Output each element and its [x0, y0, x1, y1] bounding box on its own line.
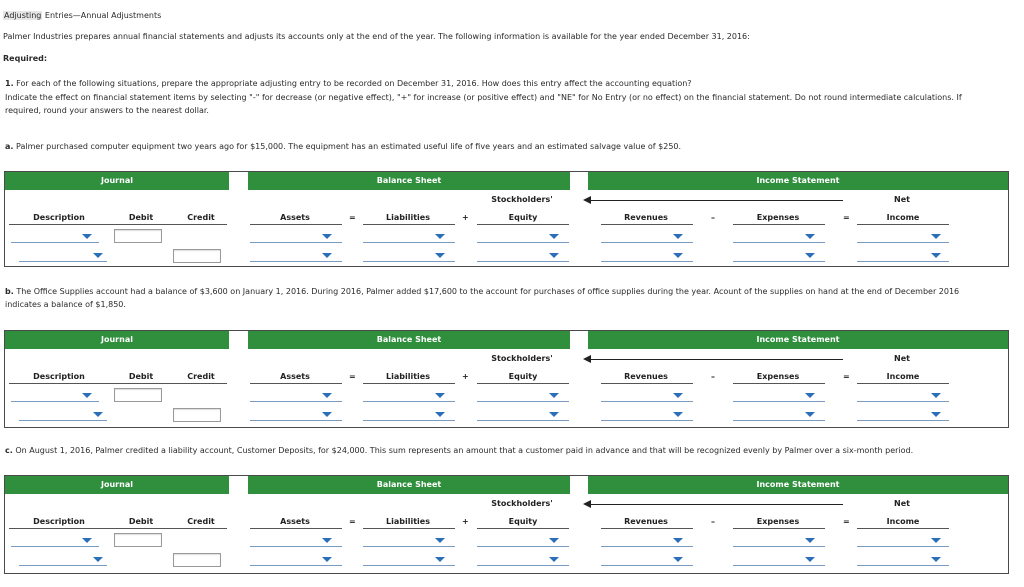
net-income-dropdown[interactable] [857, 261, 949, 262]
header-underline [363, 383, 455, 384]
arrow-left-icon [583, 196, 591, 204]
net-income-dropdown[interactable] [857, 565, 949, 566]
header-underline [363, 528, 455, 529]
caret-down-icon[interactable] [931, 538, 941, 543]
equity-header: Equity [508, 213, 538, 222]
caret-down-icon[interactable] [549, 538, 559, 543]
header-underline [250, 383, 342, 384]
expenses-dropdown[interactable] [733, 242, 825, 243]
description-header: Description [33, 372, 85, 381]
debit-header: Debit [128, 213, 154, 222]
caret-down-icon[interactable] [435, 538, 445, 543]
header-underline [857, 383, 949, 384]
journal-header: Journal [5, 331, 229, 349]
revenues-header: Revenues [624, 517, 668, 526]
liabilities-dropdown[interactable] [363, 242, 455, 243]
caret-down-icon[interactable] [82, 393, 92, 398]
equity-dropdown[interactable] [477, 546, 569, 547]
caret-down-icon[interactable] [805, 412, 815, 417]
entry-table-c [4, 475, 1009, 574]
caret-down-icon[interactable] [673, 538, 683, 543]
liabilities-dropdown[interactable] [363, 546, 455, 547]
credit-header: Credit [187, 213, 215, 222]
net-label: Net [894, 499, 910, 508]
caret-down-icon[interactable] [435, 412, 445, 417]
stockholders-label: Stockholders' [491, 354, 553, 363]
header-underline [9, 528, 227, 529]
income-header: Income [886, 372, 920, 381]
caret-down-icon[interactable] [673, 557, 683, 562]
assets-dropdown[interactable] [250, 565, 342, 566]
description-header: Description [33, 213, 85, 222]
caret-down-icon[interactable] [805, 538, 815, 543]
description-dropdown[interactable] [19, 261, 107, 262]
debit-header: Debit [128, 517, 154, 526]
income-statement-header: Income Statement [588, 331, 1008, 349]
revenues-header: Revenues [624, 372, 668, 381]
caret-down-icon[interactable] [435, 253, 445, 258]
caret-down-icon[interactable] [93, 412, 103, 417]
situation-c: c. On August 1, 2016, Palmer credited a liability account, Customer Deposits, for $24,000. This sum represents an amount that a customer paid in advance and that will be recognized evenly by Palmer over a six-month period. [5, 446, 914, 455]
expenses-dropdown[interactable] [733, 546, 825, 547]
description-dropdown[interactable] [11, 546, 99, 547]
credit-input[interactable] [173, 553, 221, 567]
header-underline [250, 224, 342, 225]
arrow-left-icon [583, 355, 591, 363]
assets-header: Assets [280, 517, 310, 526]
instructions-text: Indicate the effect on financial statement items by selecting "-" for decrease (or negative effect), "+" for increase (or positive effect) and "NE" for No Entry (or no effect) on the financial statement. Do not round intermediate calculations. If [5, 93, 962, 102]
caret-down-icon[interactable] [93, 557, 103, 562]
header-underline [733, 528, 825, 529]
caret-down-icon[interactable] [931, 557, 941, 562]
credit-header: Credit [187, 517, 215, 526]
situation-a: a. Palmer purchased computer equipment two years ago for $15,000. The equipment has an estimated useful life of five years and an estimated salvage value of $250. [5, 142, 682, 151]
question-1: 1. For each of the following situations, prepare the appropriate adjusting entry to be recorded on December 31, 2016. How does this entry affect the accounting equation? [5, 79, 692, 88]
income-header: Income [886, 213, 920, 222]
caret-down-icon[interactable] [322, 393, 332, 398]
header-underline [9, 383, 227, 384]
expenses-dropdown[interactable] [733, 261, 825, 262]
revenues-dropdown[interactable] [601, 546, 693, 547]
caret-down-icon[interactable] [322, 234, 332, 239]
debit-input[interactable] [114, 229, 162, 243]
journal-header: Journal [5, 172, 229, 190]
liabilities-dropdown[interactable] [363, 261, 455, 262]
assets-dropdown[interactable] [250, 242, 342, 243]
arrow-line [591, 359, 843, 360]
revenues-dropdown[interactable] [601, 401, 693, 402]
situation-b-line2: indicates a balance of $1,850. [5, 300, 126, 309]
net-income-dropdown[interactable] [857, 420, 949, 421]
assets-header: Assets [280, 372, 310, 381]
expenses-header: Expenses [756, 213, 800, 222]
credit-header: Credit [187, 372, 215, 381]
revenues-header: Revenues [624, 213, 668, 222]
caret-down-icon[interactable] [931, 412, 941, 417]
caret-down-icon[interactable] [805, 557, 815, 562]
header-underline [857, 528, 949, 529]
caret-down-icon[interactable] [322, 253, 332, 258]
page-title: Adjusting Entries—Annual Adjustments [4, 11, 162, 20]
caret-down-icon[interactable] [805, 393, 815, 398]
net-income-dropdown[interactable] [857, 401, 949, 402]
required-label: Required: [3, 54, 48, 63]
equity-header: Equity [508, 372, 538, 381]
caret-down-icon[interactable] [805, 234, 815, 239]
income-header: Income [886, 517, 920, 526]
equals-sign-2: = [843, 372, 850, 381]
equity-dropdown[interactable] [477, 420, 569, 421]
description-dropdown[interactable] [11, 242, 99, 243]
entry-table-a [4, 171, 1009, 267]
entry-table-b [4, 330, 1009, 428]
minus-sign: – [711, 372, 715, 381]
description-header: Description [33, 517, 85, 526]
assets-dropdown[interactable] [250, 261, 342, 262]
caret-down-icon[interactable] [549, 412, 559, 417]
equals-sign: = [349, 372, 356, 381]
situation-b: b. The Office Supplies account had a balance of $3,600 on January 1, 2016. During 2016, Palmer added $17,600 to the account for purchases of office supplies during the year. Acount of the supplies on hand at the end of December 2016 [5, 287, 960, 296]
description-dropdown[interactable] [19, 565, 107, 566]
arrow-left-icon [583, 500, 591, 508]
instructions-text-2: required, round your answers to the nearest dollar. [5, 106, 209, 115]
liabilities-header: Liabilities [386, 213, 430, 222]
header-underline [9, 224, 227, 225]
caret-down-icon[interactable] [322, 412, 332, 417]
net-label: Net [894, 195, 910, 204]
debit-input[interactable] [114, 533, 162, 547]
revenues-dropdown[interactable] [601, 261, 693, 262]
equity-dropdown[interactable] [477, 261, 569, 262]
expenses-dropdown[interactable] [733, 565, 825, 566]
header-underline [733, 383, 825, 384]
income-statement-header: Income Statement [588, 476, 1008, 494]
caret-down-icon[interactable] [931, 393, 941, 398]
assets-dropdown[interactable] [250, 546, 342, 547]
header-underline [250, 528, 342, 529]
caret-down-icon[interactable] [931, 234, 941, 239]
income-statement-header: Income Statement [588, 172, 1008, 190]
header-underline [733, 224, 825, 225]
caret-down-icon[interactable] [82, 538, 92, 543]
caret-down-icon[interactable] [931, 253, 941, 258]
arrow-line [591, 504, 843, 505]
assets-header: Assets [280, 213, 310, 222]
assets-dropdown[interactable] [250, 401, 342, 402]
caret-down-icon[interactable] [322, 538, 332, 543]
header-underline [477, 528, 569, 529]
balance-sheet-header: Balance Sheet [248, 331, 570, 349]
caret-down-icon[interactable] [673, 412, 683, 417]
header-underline [477, 224, 569, 225]
caret-down-icon[interactable] [435, 234, 445, 239]
equals-sign: = [349, 213, 356, 222]
balance-sheet-header: Balance Sheet [248, 476, 570, 494]
liabilities-dropdown[interactable] [363, 565, 455, 566]
caret-down-icon[interactable] [673, 253, 683, 258]
debit-input[interactable] [114, 388, 162, 402]
equity-dropdown[interactable] [477, 401, 569, 402]
liabilities-dropdown[interactable] [363, 420, 455, 421]
credit-input[interactable] [173, 408, 221, 422]
stockholders-label: Stockholders' [491, 499, 553, 508]
equals-sign-2: = [843, 517, 850, 526]
minus-sign: – [711, 517, 715, 526]
caret-down-icon[interactable] [549, 393, 559, 398]
plus-sign: + [462, 213, 469, 222]
equity-dropdown[interactable] [477, 565, 569, 566]
journal-header: Journal [5, 476, 229, 494]
revenues-dropdown[interactable] [601, 420, 693, 421]
assets-dropdown[interactable] [250, 420, 342, 421]
equals-sign: = [349, 517, 356, 526]
balance-sheet-header: Balance Sheet [248, 172, 570, 190]
caret-down-icon[interactable] [82, 234, 92, 239]
header-underline [601, 224, 693, 225]
caret-down-icon[interactable] [435, 557, 445, 562]
liabilities-header: Liabilities [386, 372, 430, 381]
caret-down-icon[interactable] [435, 393, 445, 398]
header-underline [601, 383, 693, 384]
revenues-dropdown[interactable] [601, 565, 693, 566]
liabilities-dropdown[interactable] [363, 401, 455, 402]
equity-header: Equity [508, 517, 538, 526]
caret-down-icon[interactable] [322, 557, 332, 562]
stockholders-label: Stockholders' [491, 195, 553, 204]
expenses-header: Expenses [756, 372, 800, 381]
header-underline [477, 383, 569, 384]
minus-sign: – [711, 213, 715, 222]
equals-sign-2: = [843, 213, 850, 222]
net-income-dropdown[interactable] [857, 242, 949, 243]
expenses-dropdown[interactable] [733, 420, 825, 421]
net-income-dropdown[interactable] [857, 546, 949, 547]
debit-header: Debit [128, 372, 154, 381]
caret-down-icon[interactable] [549, 253, 559, 258]
plus-sign: + [462, 372, 469, 381]
caret-down-icon[interactable] [93, 253, 103, 258]
credit-input[interactable] [173, 249, 221, 263]
equity-dropdown[interactable] [477, 242, 569, 243]
caret-down-icon[interactable] [549, 557, 559, 562]
caret-down-icon[interactable] [549, 234, 559, 239]
arrow-line [591, 200, 843, 201]
caret-down-icon[interactable] [805, 253, 815, 258]
net-label: Net [894, 354, 910, 363]
description-dropdown[interactable] [19, 420, 107, 421]
header-underline [857, 224, 949, 225]
intro-text: Palmer Industries prepares annual financial statements and adjusts its accounts only at the end of the year. The following information is available for the year ended December 31, 2016: [3, 32, 750, 41]
caret-down-icon[interactable] [673, 234, 683, 239]
liabilities-header: Liabilities [386, 517, 430, 526]
expenses-header: Expenses [756, 517, 800, 526]
expenses-dropdown[interactable] [733, 401, 825, 402]
caret-down-icon[interactable] [673, 393, 683, 398]
header-underline [363, 224, 455, 225]
description-dropdown[interactable] [11, 401, 99, 402]
header-underline [601, 528, 693, 529]
plus-sign: + [462, 517, 469, 526]
revenues-dropdown[interactable] [601, 242, 693, 243]
